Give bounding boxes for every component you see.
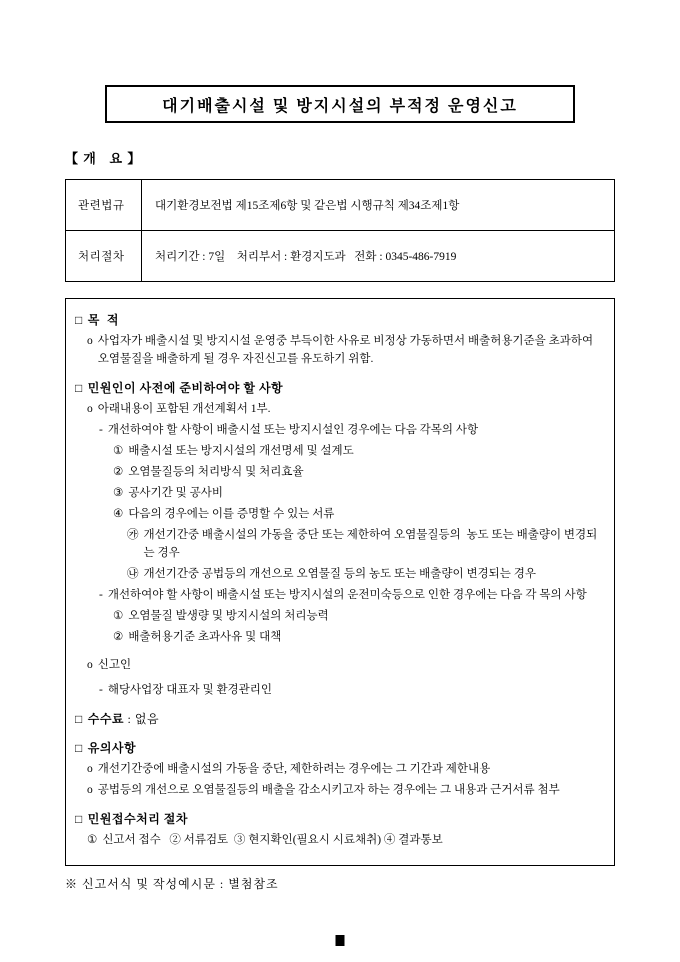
body-line (75, 442, 605, 460)
bullet-marker: ① (87, 834, 98, 846)
line-text: 오염물질 발생량 및 방지시설의 처리능력 (128, 610, 329, 622)
bullet-marker: ㉮ (127, 529, 139, 541)
line-text: 다음의 경우에는 이를 증명할 수 있는 서류 (128, 508, 335, 520)
info-table-value: 대기환경보전법 제15조제6항 및 같은법 시행규칙 제34조제1항 (142, 180, 615, 231)
line-text: 배출허용기준 초과사유 및 대책 (128, 631, 282, 643)
line-text: 해당사업장 대표자 및 환경관리인 (107, 684, 272, 696)
bullet-marker: o (87, 335, 93, 347)
bullet-marker: ① (113, 445, 124, 457)
line-text: 개선하여야 할 사항이 배출시설 또는 방지시설인 경우에는 다음 각목의 사항 (107, 424, 479, 436)
info-table (65, 179, 615, 282)
line-text: 배출시설 또는 방지시설의 개선명세 및 설계도 (128, 445, 354, 457)
line-text: 목 적 (87, 313, 119, 327)
line-text: 공법등의 개선으로 오염물질등의 배출을 감소시키고자 하는 경우에는 그 내용과 근거서류 첨부 (97, 784, 560, 796)
body-line (75, 760, 605, 778)
info-table-value: 처리기간 : 7일 처리부서 : 환경지도과 전화 : 0345-486-7919 (142, 231, 615, 282)
bullet-marker: ② (113, 631, 124, 643)
body-line (75, 505, 605, 523)
body-line (75, 781, 605, 799)
page-mark (336, 935, 345, 946)
info-table-row (66, 180, 615, 231)
body-line (75, 831, 605, 849)
bullet-marker: □ (75, 712, 83, 726)
section-heading (75, 311, 605, 329)
bullet-marker: - (99, 589, 103, 601)
body-line (75, 656, 605, 674)
line-text: 아래내용이 포함된 개선계획서 1부. (97, 403, 271, 415)
body-line (75, 400, 605, 418)
line-text: 오염물질등의 처리방식 및 처리효율 (128, 466, 304, 478)
bullet-marker: □ (75, 741, 83, 755)
bullet-marker: o (87, 403, 93, 415)
bullet-marker: ③ (113, 487, 124, 499)
bullet-marker: ㉯ (127, 568, 139, 580)
section-heading (75, 739, 605, 757)
bullet-marker: - (99, 684, 103, 696)
info-table-label: 처리절차 (66, 231, 142, 282)
body-line (75, 332, 605, 368)
line-text: 개선기간중 배출시설의 가동을 중단 또는 제한하여 오염물질등의 농도 또는 배출량이 변경되는 경우 (143, 529, 598, 559)
content-box (65, 298, 615, 866)
bullet-marker: o (87, 659, 93, 671)
line-text: 개선기간중에 배출시설의 가동을 중단, 제한하려는 경우에는 그 기간과 제한내용 (97, 763, 491, 775)
body-line (75, 421, 605, 439)
bullet-marker: o (87, 784, 93, 796)
document-title: 대기배출시설 및 방지시설의 부적정 운영신고 (162, 98, 518, 115)
overview-label: 【 개 요 】 (65, 151, 142, 166)
line-text: 개선하여야 할 사항이 배출시설 또는 방지시설의 운전미숙등으로 인한 경우에는 다음 각 목의 사항 (107, 589, 587, 601)
line-text: 사업자가 배출시설 및 방지시설 운영중 부득이한 사유로 비정상 가동하면서 배출허용기준을 초과하여 오염물질을 배출하게 될 경우 자진신고를 유도하기 위함. (97, 335, 596, 365)
body-line (75, 628, 605, 646)
body-line (75, 463, 605, 481)
line-text: 신고서 접수 ② 서류검토 ③ 현지확인(필요시 시료채취) ④ 결과통보 (102, 834, 443, 846)
line-text: 민원접수처리 절차 (87, 812, 188, 826)
line-text: 공사기간 및 공사비 (128, 487, 223, 499)
line-text-tail: : 없음 (124, 712, 160, 726)
footer-note: ※ 신고서식 및 작성예시문 : 별첨참조 (65, 877, 279, 891)
line-text: 수수료 : 없음 (87, 712, 160, 726)
section-heading (75, 810, 605, 828)
bullet-marker: □ (75, 812, 83, 826)
document-title-box (105, 85, 575, 123)
line-text: 신고인 (97, 659, 132, 671)
body-line (75, 526, 605, 562)
body-line (75, 565, 605, 583)
bullet-marker: □ (75, 381, 83, 395)
body-line (75, 586, 605, 604)
bullet-marker: o (87, 763, 93, 775)
bullet-marker: ② (113, 466, 124, 478)
line-text: 유의사항 (87, 741, 137, 755)
bullet-marker: ④ (113, 508, 124, 520)
body-line (75, 681, 605, 699)
section-heading (75, 379, 605, 397)
line-text: 개선기간중 공법등의 개선으로 오염물질 등의 농도 또는 배출량이 변경되는 경우 (143, 568, 536, 580)
section-heading (75, 710, 605, 728)
info-table-label: 관련법규 (66, 180, 142, 231)
info-table-row (66, 231, 615, 282)
body-line (75, 607, 605, 625)
bullet-marker: □ (75, 313, 83, 327)
body-line (75, 484, 605, 502)
bullet-marker: - (99, 424, 103, 436)
bullet-marker: ① (113, 610, 124, 622)
line-text: 민원인이 사전에 준비하여야 할 사항 (87, 381, 284, 395)
